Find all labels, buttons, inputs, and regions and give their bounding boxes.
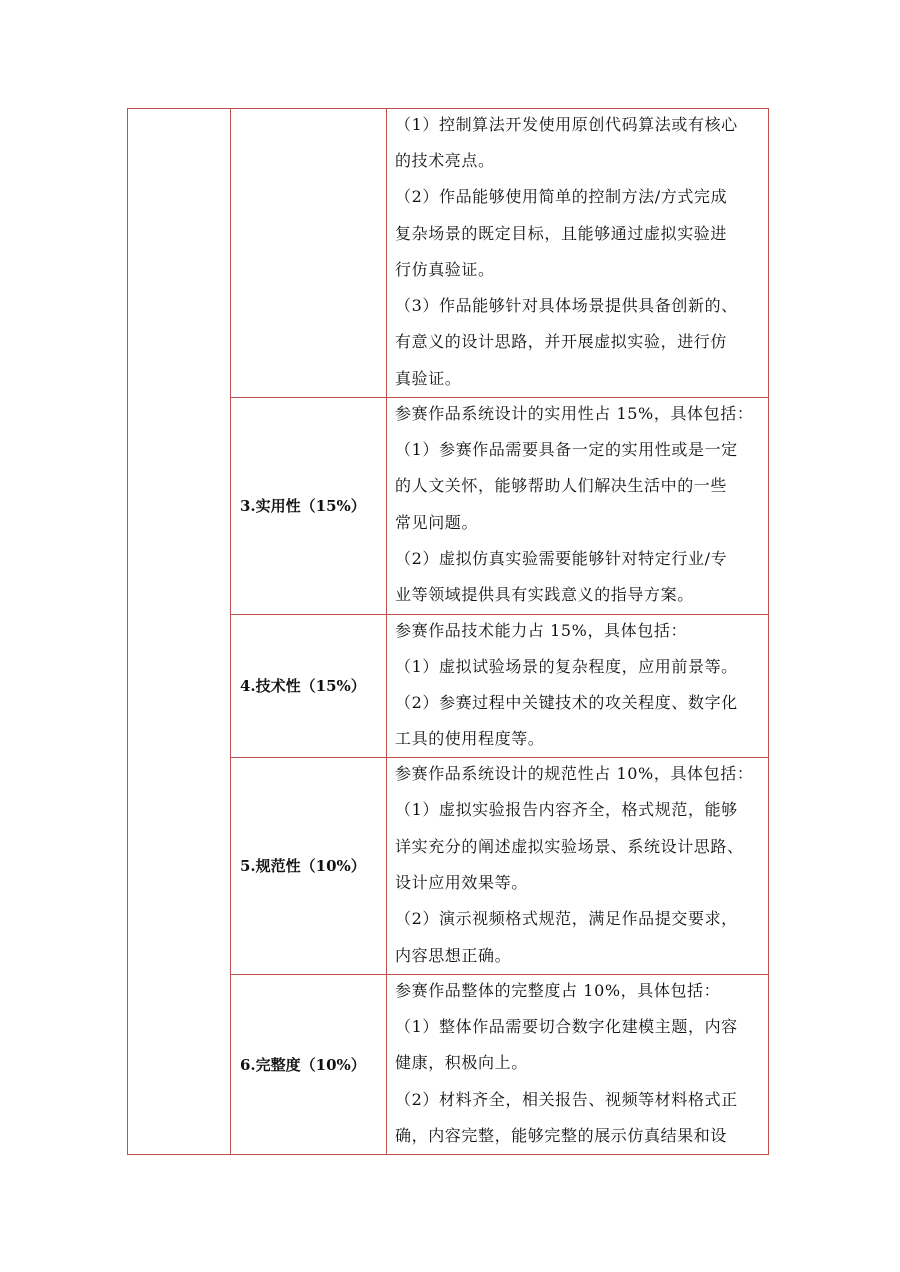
criterion-label-cell: [231, 974, 387, 1154]
criterion-content-cell: [387, 974, 769, 1154]
table-row: [128, 109, 769, 398]
criterion-label-cell: [231, 758, 387, 974]
criterion-label: 3.实用性（15%）: [240, 496, 366, 515]
content-line: 健康，积极向上。: [395, 1053, 528, 1073]
content-line: （2）演示视频格式规范，满足作品提交要求，: [395, 909, 738, 929]
content-line: （2）虚拟仿真实验需要能够针对特定行业/专: [395, 548, 728, 568]
content-line: 工具的使用程度等。: [395, 729, 545, 749]
content-line: 内容思想正确。: [395, 945, 512, 965]
criterion-label: 5.规范性（10%）: [240, 857, 366, 876]
criterion-label: 6.完整度（10%）: [240, 1055, 366, 1074]
content-line: （1）虚拟试验场景的复杂程度，应用前景等。: [395, 656, 738, 676]
content-line: （1）整体作品需要切合数字化建模主题，内容: [395, 1016, 738, 1036]
content-line: 行仿真验证。: [395, 259, 495, 279]
content-line: 参赛作品整体的完整度占 10%，具体包括：: [395, 980, 721, 1000]
content-line: 参赛作品技术能力占 15%，具体包括：: [395, 620, 688, 640]
content-line: 复杂场景的既定目标，且能够通过虚拟实验进: [395, 223, 728, 243]
content-line: 的技术亮点。: [395, 151, 495, 170]
content-line: （2）作品能够使用简单的控制方法/方式完成: [395, 187, 728, 207]
criterion-content-cell: [387, 758, 769, 974]
content-line: 有意义的设计思路，并开展虚拟实验，进行仿: [395, 332, 728, 352]
content-line: （3）作品能够针对具体场景提供具备创新的、: [395, 296, 738, 316]
criterion-content-cell: [387, 614, 769, 758]
content-line: （1）控制算法开发使用原创代码算法或有核心: [395, 115, 738, 134]
criterion-label-cell: [231, 109, 387, 398]
category-cell: [128, 109, 231, 1155]
content-line: 常见问题。: [395, 512, 479, 532]
content-line: 确，内容完整，能够完整的展示仿真结果和设: [395, 1125, 728, 1145]
content-line: （2）材料齐全，相关报告、视频等材料格式正: [395, 1089, 738, 1109]
criterion-content-cell: [387, 109, 769, 398]
scoring-criteria-table: [127, 108, 769, 1155]
content-line: （1）虚拟实验报告内容齐全，格式规范，能够: [395, 800, 738, 820]
content-line: 的人文关怀，能够帮助人们解决生活中的一些: [395, 476, 728, 496]
criterion-label-cell: [231, 614, 387, 758]
content-line: 业等领域提供具有实践意义的指导方案。: [395, 585, 694, 605]
content-line: 真验证。: [395, 368, 462, 388]
criterion-label: 4.技术性（15%）: [240, 677, 366, 695]
content-line: 参赛作品系统设计的实用性占 15%，具体包括：: [395, 404, 754, 424]
criterion-content-cell: [387, 398, 769, 614]
content-line: （1）参赛作品需要具备一定的实用性或是一定: [395, 440, 738, 460]
content-line: 设计应用效果等。: [395, 873, 528, 893]
content-line: 详实充分的阐述虚拟实验场景、系统设计思路、: [395, 836, 744, 856]
content-line: （2）参赛过程中关键技术的攻关程度、数字化: [395, 692, 738, 712]
criterion-label-cell: [231, 398, 387, 614]
content-line: 参赛作品系统设计的规范性占 10%，具体包括：: [395, 764, 754, 784]
